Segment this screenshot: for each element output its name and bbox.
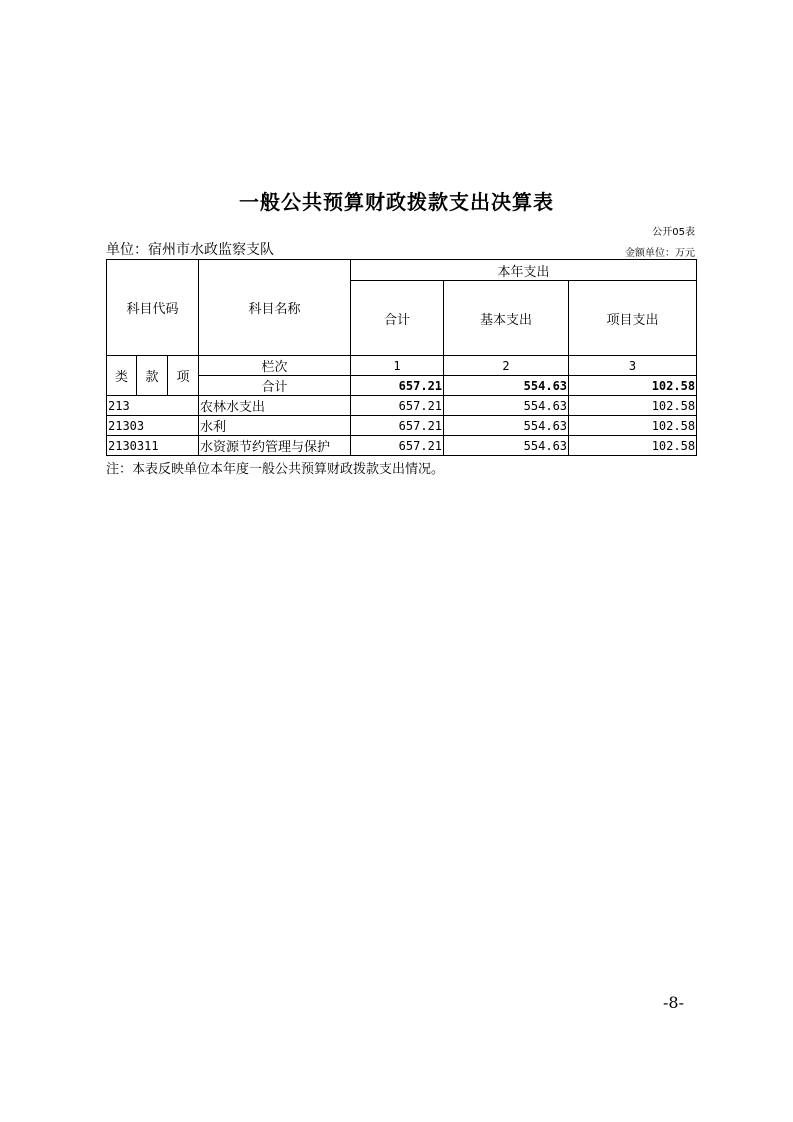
total-row-total: 657.21 (351, 376, 444, 396)
unit-label: 单位：宿州市水政监察支队 (106, 242, 274, 258)
header-kuan: 款 (137, 356, 168, 396)
header-code-group: 科目代码 (107, 260, 199, 356)
expense-table (106, 259, 697, 456)
header-xiang: 项 (168, 356, 199, 396)
header-name: 科目名称 (199, 260, 351, 356)
table-row (107, 436, 697, 456)
header-col1: 1 (351, 356, 444, 376)
row-basic: 554.63 (444, 416, 569, 436)
row-total: 657.21 (351, 416, 444, 436)
header-total: 合计 (351, 281, 444, 356)
row-code: 213 (107, 396, 199, 416)
header-col3: 3 (569, 356, 697, 376)
row-total: 657.21 (351, 436, 444, 456)
total-row-label: 合计 (199, 376, 351, 396)
header-lei: 类 (107, 356, 137, 396)
header-basic: 基本支出 (444, 281, 569, 356)
header-column-no: 栏次 (199, 356, 351, 376)
row-code: 21303 (107, 416, 199, 436)
row-name: 水资源节约管理与保护 (199, 436, 351, 456)
row-total: 657.21 (351, 396, 444, 416)
money-unit-label: 金额单位：万元 (625, 248, 695, 259)
header-col2: 2 (444, 356, 569, 376)
form-code: 公开05表 (652, 227, 695, 238)
row-code: 2130311 (107, 436, 199, 456)
row-project: 102.58 (569, 436, 697, 456)
row-project: 102.58 (569, 416, 697, 436)
table-row (107, 396, 697, 416)
page-number: -8- (663, 993, 684, 1012)
total-row-project: 102.58 (569, 376, 697, 396)
header-year-expense: 本年支出 (351, 260, 697, 281)
document-title: 一般公共预算财政拨款支出决算表 (239, 190, 554, 214)
header-project: 项目支出 (569, 281, 697, 356)
table-row (107, 416, 697, 436)
row-project: 102.58 (569, 396, 697, 416)
row-name: 水利 (199, 416, 351, 436)
row-name: 农林水支出 (199, 396, 351, 416)
row-basic: 554.63 (444, 396, 569, 416)
total-row-basic: 554.63 (444, 376, 569, 396)
row-basic: 554.63 (444, 436, 569, 456)
table-note: 注：本表反映单位本年度一般公共预算财政拨款支出情况。 (106, 462, 445, 477)
